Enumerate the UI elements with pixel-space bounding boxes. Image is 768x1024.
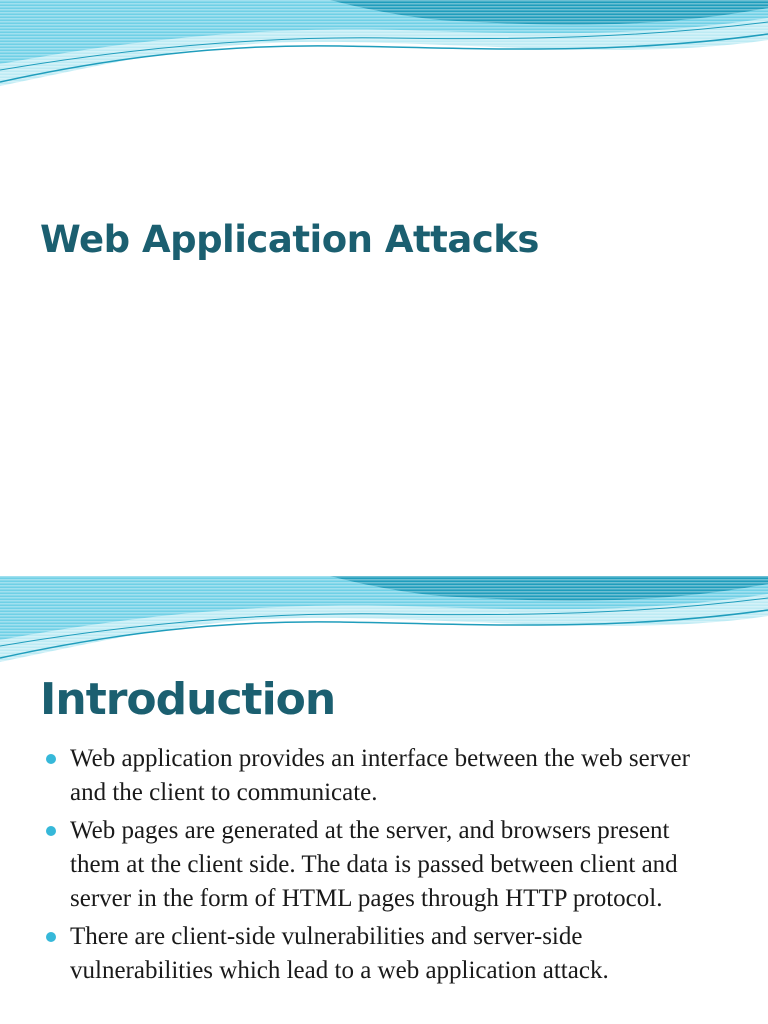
bullet-text: Web application provides an interface between the web server and the client to communicate. — [70, 745, 690, 806]
wave-banner-decoration — [0, 576, 768, 668]
bullet-dot-icon — [46, 754, 56, 764]
bullet-dot-icon — [46, 826, 56, 836]
bullet-item — [44, 920, 724, 988]
slide-title: Web Application Attacks — [40, 218, 539, 261]
bullet-item — [44, 742, 724, 810]
bullet-text: Web pages are generated at the server, and browsers present them at the client side. The data is passed between client and server in the form of HTML pages through HTTP protocol. — [70, 817, 678, 912]
bullet-list — [44, 742, 724, 992]
wave-banner-decoration — [0, 0, 768, 92]
slide-title: Introduction — [40, 674, 336, 725]
bullet-item — [44, 814, 724, 916]
bullet-dot-icon — [46, 932, 56, 942]
bullet-text: There are client-side vulnerabilities and server-side vulnerabilities which lead to a web application attack. — [70, 923, 609, 984]
content-slide — [0, 576, 768, 1024]
